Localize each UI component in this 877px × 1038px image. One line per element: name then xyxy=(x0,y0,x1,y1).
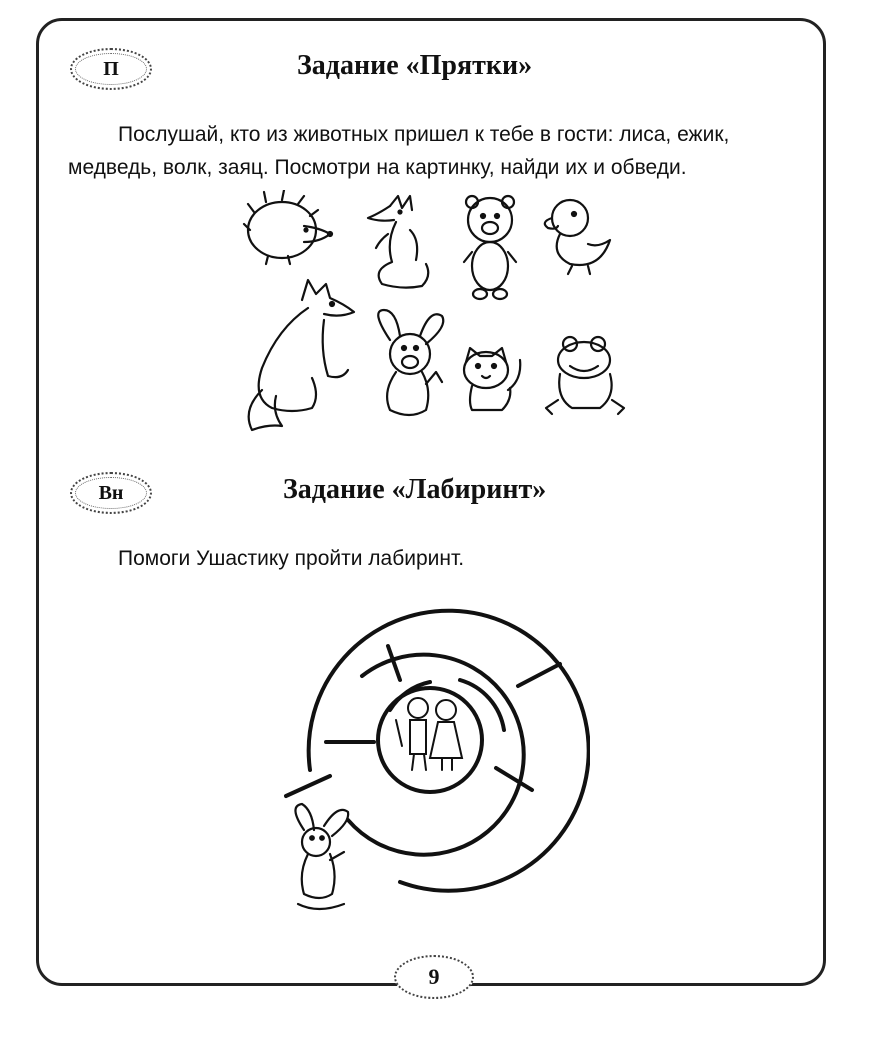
frog-image xyxy=(546,337,624,414)
cat-image xyxy=(464,348,520,410)
page-number xyxy=(394,955,474,999)
duck-image xyxy=(545,200,610,274)
task-badge-p xyxy=(70,48,152,90)
rabbit-image xyxy=(284,800,364,925)
task2-text: Помоги Ушастику пройти лабиринт. xyxy=(118,547,465,570)
task-badge-label: Вн xyxy=(98,481,124,504)
animals-illustration xyxy=(240,190,630,440)
task2-title: Задание «Лабиринт» xyxy=(283,474,547,505)
task-badge-label: П xyxy=(103,57,119,80)
task1-text-line2: медведь, волк, заяц. Посмотри на картинку, найди их и обведи. xyxy=(68,156,687,179)
hare-image xyxy=(378,310,443,415)
bear-image xyxy=(464,196,516,299)
task1-title: Задание «Прятки» xyxy=(297,50,533,81)
hedgehog-image xyxy=(244,190,332,264)
children-image xyxy=(396,698,462,770)
fox-image xyxy=(368,196,428,288)
wolf-image xyxy=(249,280,354,430)
task-badge-vn xyxy=(70,472,152,514)
page-number-label: 9 xyxy=(428,964,440,989)
task1-text-line1: Послушай, кто из животных пришел к тебе в гости: лиса, ежик, xyxy=(118,123,730,146)
